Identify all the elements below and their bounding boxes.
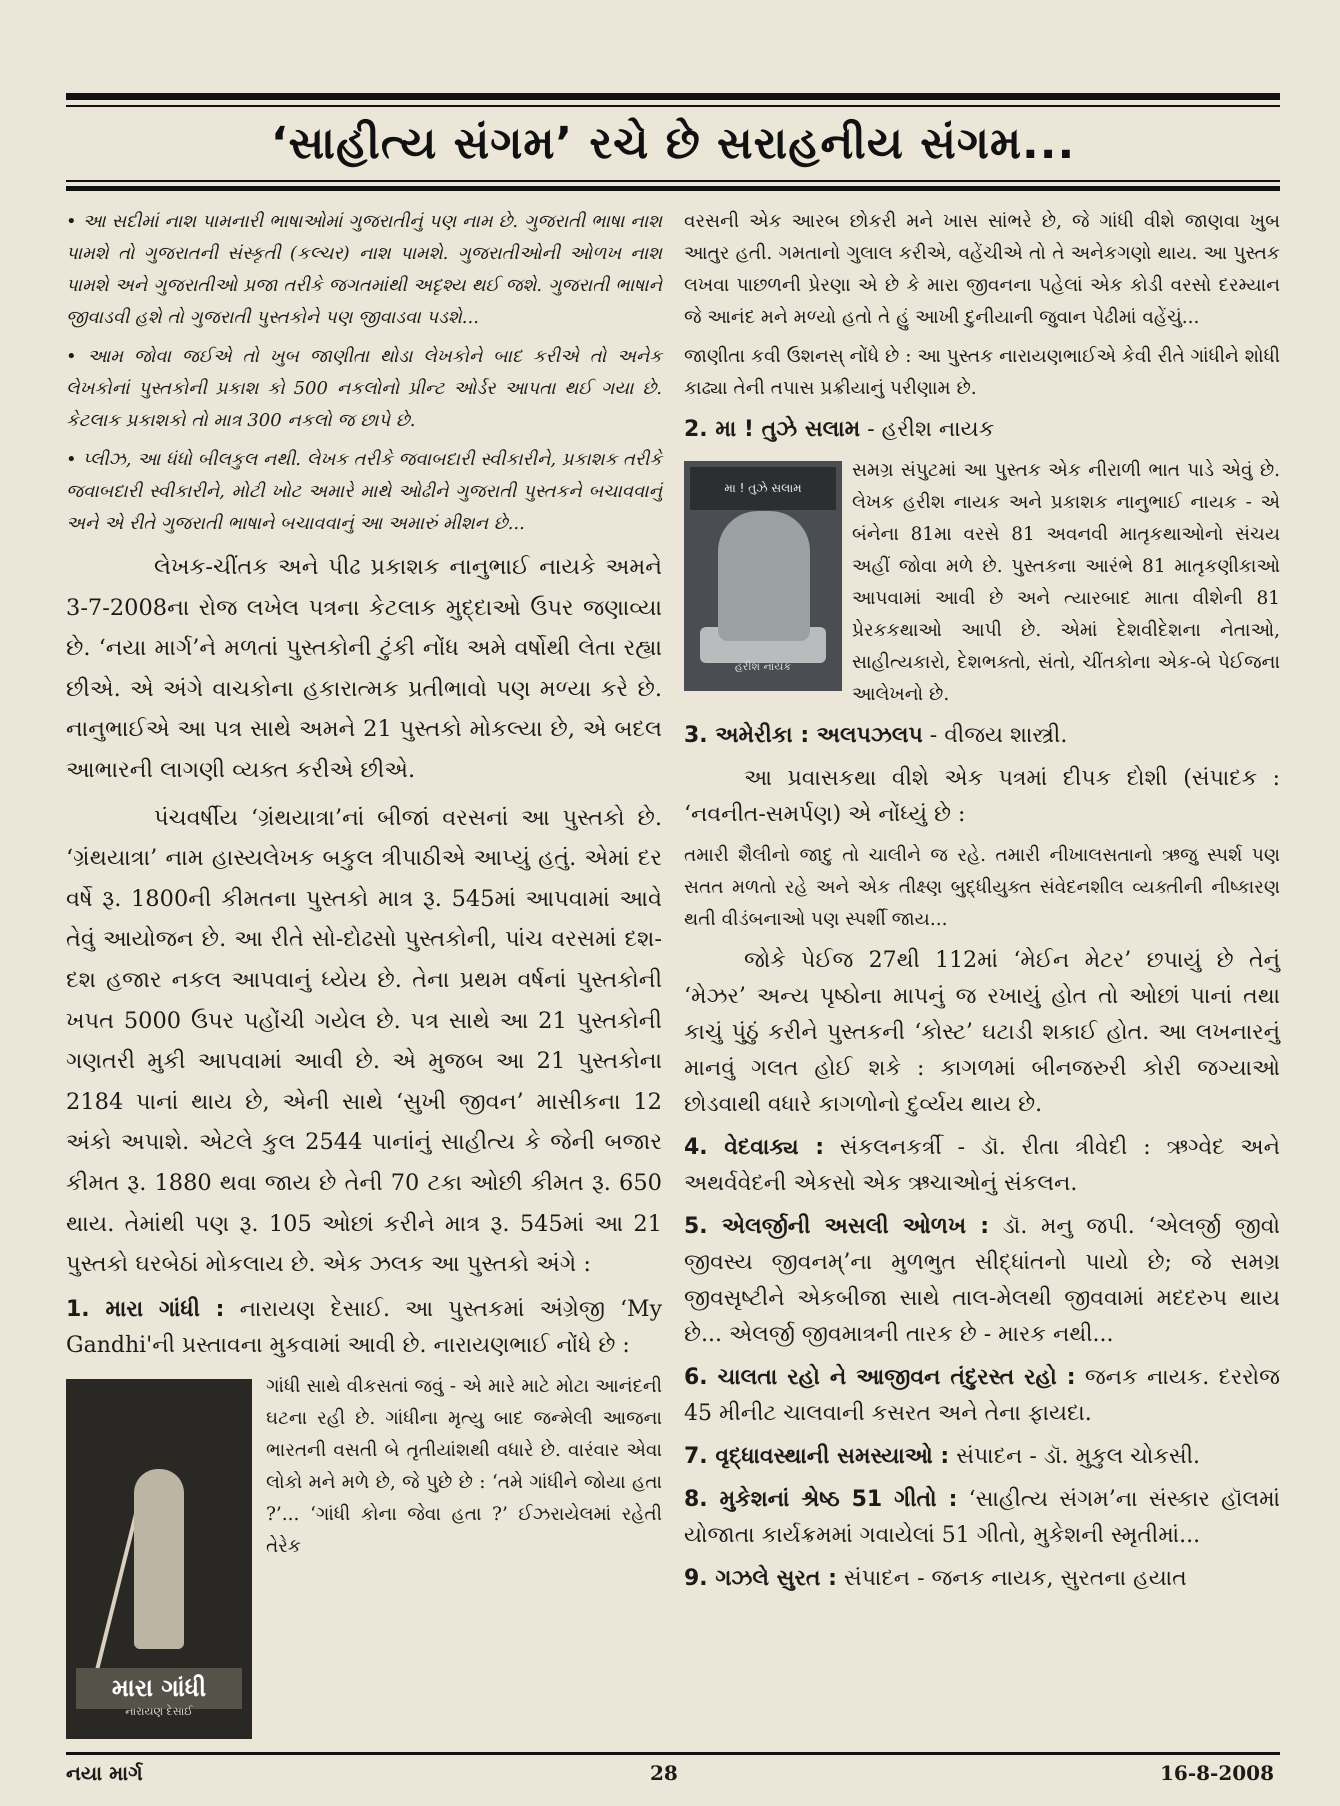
book-item-6-title: 6. ચાલતા રહો ને આજીવન તંદુરસ્ત રહો : — [684, 1365, 1076, 1390]
left-column — [66, 206, 662, 1745]
book-item-1-quote: ગાંધી સાથે વીકસતાં જવું - એ મારે માટે મોટા આનંદની ઘટના રહી છે. ગાંધીના મૃત્યુ બાદ જન્મેલી આજના ભારતની વસતી બે તૃતીયાંશથી વધારે છે. વારંવાર એવા લોકો મને મળે છે, જે પુછે છે : ‘તમે ગાંધીને જોયા હતા ?’... ‘ગાંધી કોના જેવા હતા ?’ ઈઝરાયેલમાં રહેતી તેરેક — [266, 1375, 662, 1557]
book-item-8-text: ‘સાહીત્ય સંગમ’ના સંસ્કાર હૉલમાં યોજાતા કાર્યક્રમમાં ગવાયેલાં 51 ગીતો, મુકેશની સ્મૃતીમાં... — [684, 1487, 1280, 1548]
book-item-1-title: 1. મારા ગાંધી : — [66, 1296, 225, 1322]
footer-rule — [66, 1752, 1280, 1755]
book-cover-mara-gandhi — [66, 1379, 252, 1739]
book-item-2-text: સમગ્ર સંપુટમાં આ પુસ્તક એક નીરાળી ભાત પાડે એવું છે. લેખક હરીશ નાયક અને પ્રકાશક નાનુભાઈ નાયક - એ બંનેના 81મા વરસે 81 અવનવી માતૃકથાઓનો સંચય અહીં જોવા મળે છે. પુસ્તકના આરંભે 81 માતૃકણીકાઓ આપવામાં આવી છે અને ત્યારબાદ માતા વીશેની 81 પ્રેરકકથાઓ આપી છે. એમાં દેશવીદેશના નેતાઓ, સાહીત્યકારો, દેશભક્તો, સંતો, ચીંતકોના એક-બે પેઈજના આલેખનો છે. — [852, 460, 1280, 705]
cover-author: હરીશ નાયક — [734, 659, 792, 673]
footer-page-number: 28 — [650, 1761, 678, 1785]
seated-figure — [718, 511, 810, 641]
cover-author: નારાયણ દેસાઈ — [125, 1705, 193, 1719]
book-item-4-title: 4. વેદવાક્ય : — [684, 1135, 824, 1160]
book-cover-ma-tuje-salam — [684, 461, 842, 691]
book-item-5-text: ડૉ. મનુ જપી. ‘એલર્જી જીવો જીવસ્ય જીવનમ્’ના મુળભુત સીદ્ધાંતનો પાયો છે; જે સમગ્ર જીવસૃષ્ટીને એકબીજા સાથે તાલ-મેલથી જીવવામાં મદદરુપ થાય છે... એલર્જી જીવમાત્રની તારક છે - મારક નથી... — [684, 1214, 1280, 1347]
book-item-2-heading — [684, 412, 1280, 448]
book-item-5 — [684, 1209, 1280, 1353]
cover-title: મા ! તુઝે સલામ — [690, 467, 836, 510]
book-item-4-text: સંકલનકર્ત્રી - ડૉ. રીતા ત્રીવેદી : ઋગ્વેદ અને અથર્વવેદની એકસો એક ઋચાઓનું સંકલન. — [684, 1135, 1281, 1196]
book-item-9-title: 9. ગઝલે સુરત : — [684, 1566, 837, 1591]
footer-date: 16-8-2008 — [1160, 1761, 1275, 1785]
book-item-2-author: - હરીશ નાયક — [860, 417, 995, 442]
right-column — [684, 206, 1280, 1604]
cover-title: મારા ગાંધી — [76, 1668, 242, 1709]
book-item-5-title: 5. એલર્જીની અસલી ઓળખ : — [684, 1214, 990, 1239]
title-rule-thin — [66, 180, 1280, 182]
book-item-3-note: જોકે પેઈજ 27થી 112માં ‘મેઈન મેટર’ છપાયું છે તેનું ‘મેઝર’ અન્ય પૃષ્ઠોના માપનું જ રખાયું હોત તો ઓછાં પાનાં તથા કાચું પુંઠું કરીને પુસ્તકની ‘કોસ્ટ’ ઘટાડી શકાઈ હોત. આ લખનારનું માનવું ગલત હોઈ શકે : કાગળમાં બીનજરુરી કોરી જગ્યાઓ છોડવાથી વધારે કાગળોનો દુર્વ્યય થાય છે. — [684, 948, 1280, 1117]
book-item-6-text: જનક નાયક. દરરોજ 45 મીનીટ ચાલવાની કસરત અને તેના ફાયદા. — [684, 1365, 1280, 1426]
book-item-3-quote: તમારી શૈલીનો જાદુ તો ચાલીને જ રહે. તમારી નીખાલસતાનો ઋજુ સ્પર્શ પણ સતત મળતો રહે અને એક તીક્ષ્ણ બુદ્ધીયુક્ત સંવેદનશીલ વ્યક્તીની નીષ્કારણ થતી વીડંબનાઓ પણ સ્પર્શી જાય... — [684, 845, 1280, 930]
title-rule-thick — [66, 186, 1280, 191]
bullet-language: • આ સદીમાં નાશ પામનારી ભાષાઓમાં ગુજરાતીનું પણ નામ છે. ગુજરાતી ભાષા નાશ પામશે તો ગુજરાતની સંસ્કૃતી (કલ્ચર) નાશ પામશે. ગુજરાતીઓની ઓળખ નાશ પામશે અને ગુજરાતીઓ પ્રજા તરીકે જગતમાંથી અદૃશ્ય થઈ જશે. ગુજરાતી ભાષાને જીવાડવી હશે તો ગુજરાતી પુસ્તકોને પણ જીવાડવા પડશે... — [66, 211, 662, 328]
book-item-1 — [66, 1292, 662, 1364]
top-rule-thin — [66, 105, 1280, 107]
book-item-9 — [684, 1561, 1280, 1597]
book-item-7 — [684, 1439, 1280, 1475]
top-rule-thick — [66, 93, 1280, 100]
book-item-8 — [684, 1482, 1280, 1554]
book-item-3-title: 3. અમેરીકા : અલપઝલપ — [684, 723, 923, 748]
bullet-mission: • પ્લીઝ, આ ધંધો બીલકુલ નથી. લેખક તરીકે જવાબદારી સ્વીકારીને, પ્રકાશક તરીકે જવાબદારી સ્વીકારીને, મોટી ખોટ અમારે માથે ઓઢીને ગુજરાતી પુસ્તકને બચાવવાનું અને એ રીતે ગુજરાતી ભાષાને બચાવવાનું આ અમારું મીશન છે... — [66, 449, 663, 534]
quote-continuation: વરસની એક આરબ છોકરી મને ખાસ સાંભરે છે, જે ગાંધી વીશે જાણવા ખુબ આતુર હતી. ગમતાનો ગુલાલ કરીએ, વહેંચીએ તો તે અનેકગણો થાય. આ પુસ્તક લખવા પાછળની પ્રેરણા એ છે કે મારા જીવનના પહેલાં એક કોડી વરસો દરમ્યાન જે આનંદ મને મળ્યો હતો તે હું આખી દુનીયાની જુવાન પેઢીમાં વહેંચું... — [684, 211, 1280, 328]
bullet-print-order: • આમ જોવા જઈએ તો ખુબ જાણીતા થોડા લેખકોને બાદ કરીએ તો અનેક લેખકોનાં પુસ્તકોની પ્રકાશ કો 500 નકલોનો પ્રીન્ટ ઓર્ડર આપતા થઈ ગયા છે. કેટલાક પ્રકાશકો તો માત્ર 300 નકલો જ છાપે છે. — [66, 346, 662, 431]
book-item-3-author: - વીજય શાસ્ત્રી. — [922, 723, 1068, 748]
book-item-3-text: આ પ્રવાસકથા વીશે એક પત્રમાં દીપક દોશી (સંપાદક : ‘નવનીત-સમર્પણ) એ નોંધ્યું છે : — [684, 766, 1280, 827]
granthyatra-paragraph: પંચવર્ષીય ‘ગ્રંથયાત્રા’નાં બીજાં વરસનાં આ પુસ્તકો છે. ‘ગ્રંથયાત્રા’ નામ હાસ્યલેખક બકુલ ત્રીપાઠીએ આપ્યું હતું. એમાં દર વર્ષે રૂ. 1800ની કીમતના પુસ્તકો માત્ર રૂ. 545માં આપવામાં આવે તેવું આયોજન છે. આ રીતે સો-દોઢસો પુસ્તકોની, પાંચ વરસમાં દશ-દશ હજાર નકલ આપવાનું ધ્યેય છે. તેના પ્રથમ વર્ષનાં પુસ્તકોની ખપત 5000 ઉપર પહોંચી ગયેલ છે. પત્ર સાથે આ 21 પુસ્તકોની ગણતરી મુકી આપવામાં આવી છે. એ મુજબ આ 21 પુસ્તકોના 2184 પાનાં થાય છે, એની સાથે ‘સુખી જીવન’ માસીકના 12 અંકો અપાશે. એટલે કુલ 2544 પાનાંનું સાહીત્ય કે જેની બજાર કીમત રૂ. 1880 થવા જાય છે તેની 70 ટકા ઓછી કીમત રૂ. 650 થાય. તેમાંથી પણ રૂ. 105 ઓછાં કરીને માત્ર રૂ. 545માં આ 21 પુસ્તકો ઘરબેઠાં મોકલાય છે. એક ઝલક આ પુસ્તકો અંગે : — [66, 804, 662, 1278]
book-item-1-text: નારાયણ દેસાઈ. આ પુસ્તકમાં અંગ્રેજી ‘My Gandhi'ની પ્રસ્તાવના મુકવામાં આવી છે. નારાયણભાઈ નોંધે છે : — [66, 1296, 663, 1358]
book-item-8-title: 8. મુકેશનાં શ્રેષ્ઠ 51 ગીતો : — [684, 1487, 958, 1512]
book-item-3-heading — [684, 718, 1280, 754]
poet-note: જાણીતા કવી ઉશનસ્ નોંધે છે : આ પુસ્તક નારાયણભાઈએ કેવી રીતે ગાંધીને શોધી કાઢ્યા તેની તપાસ પ્રક્રીયાનું પરીણામ છે. — [684, 346, 1280, 399]
book-item-2-title: 2. મા ! તુઝે સલામ — [684, 417, 861, 442]
intro-paragraph: લેખક-ચીંતક અને પીઢ પ્રકાશક નાનુભાઈ નાયકે અમને 3-7-2008ના રોજ લખેલ પત્રના કેટલાક મુદ્દાઓ ઉપર જણાવ્યા છે. ‘નયા માર્ગ’ને મળતાં પુસ્તકોની ટુંકી નોંધ અમે વર્ષોથી લેતા રહ્યા છીએ. એ અંગે વાચકોના હકારાત્મક પ્રતીભાવો પણ મળ્યા કરે છે. નાનુભાઈએ આ પત્ર સાથે અમને 21 પુસ્તકો મોકલ્યા છે, એ બદલ આભારની લાગણી વ્યક્ત કરીએ છીએ. — [66, 554, 662, 783]
gandhi-figure — [134, 1469, 184, 1649]
book-item-6 — [684, 1360, 1280, 1432]
article-title: ‘સાહીત્ય સંગમ’ રચે છે સરાહનીય સંગમ... — [270, 118, 1076, 169]
book-item-4 — [684, 1130, 1280, 1202]
book-item-7-text: સંપાદન - ડૉ. મુકુલ ચોકસી. — [949, 1444, 1200, 1469]
book-item-7-title: 7. વૃદ્ધાવસ્થાની સમસ્યાઓ : — [684, 1444, 950, 1469]
footer-publication: નયા માર્ગ — [66, 1761, 143, 1785]
book-item-9-text: સંપાદન - જનક નાયક, સુરતના હયાત — [836, 1566, 1187, 1591]
